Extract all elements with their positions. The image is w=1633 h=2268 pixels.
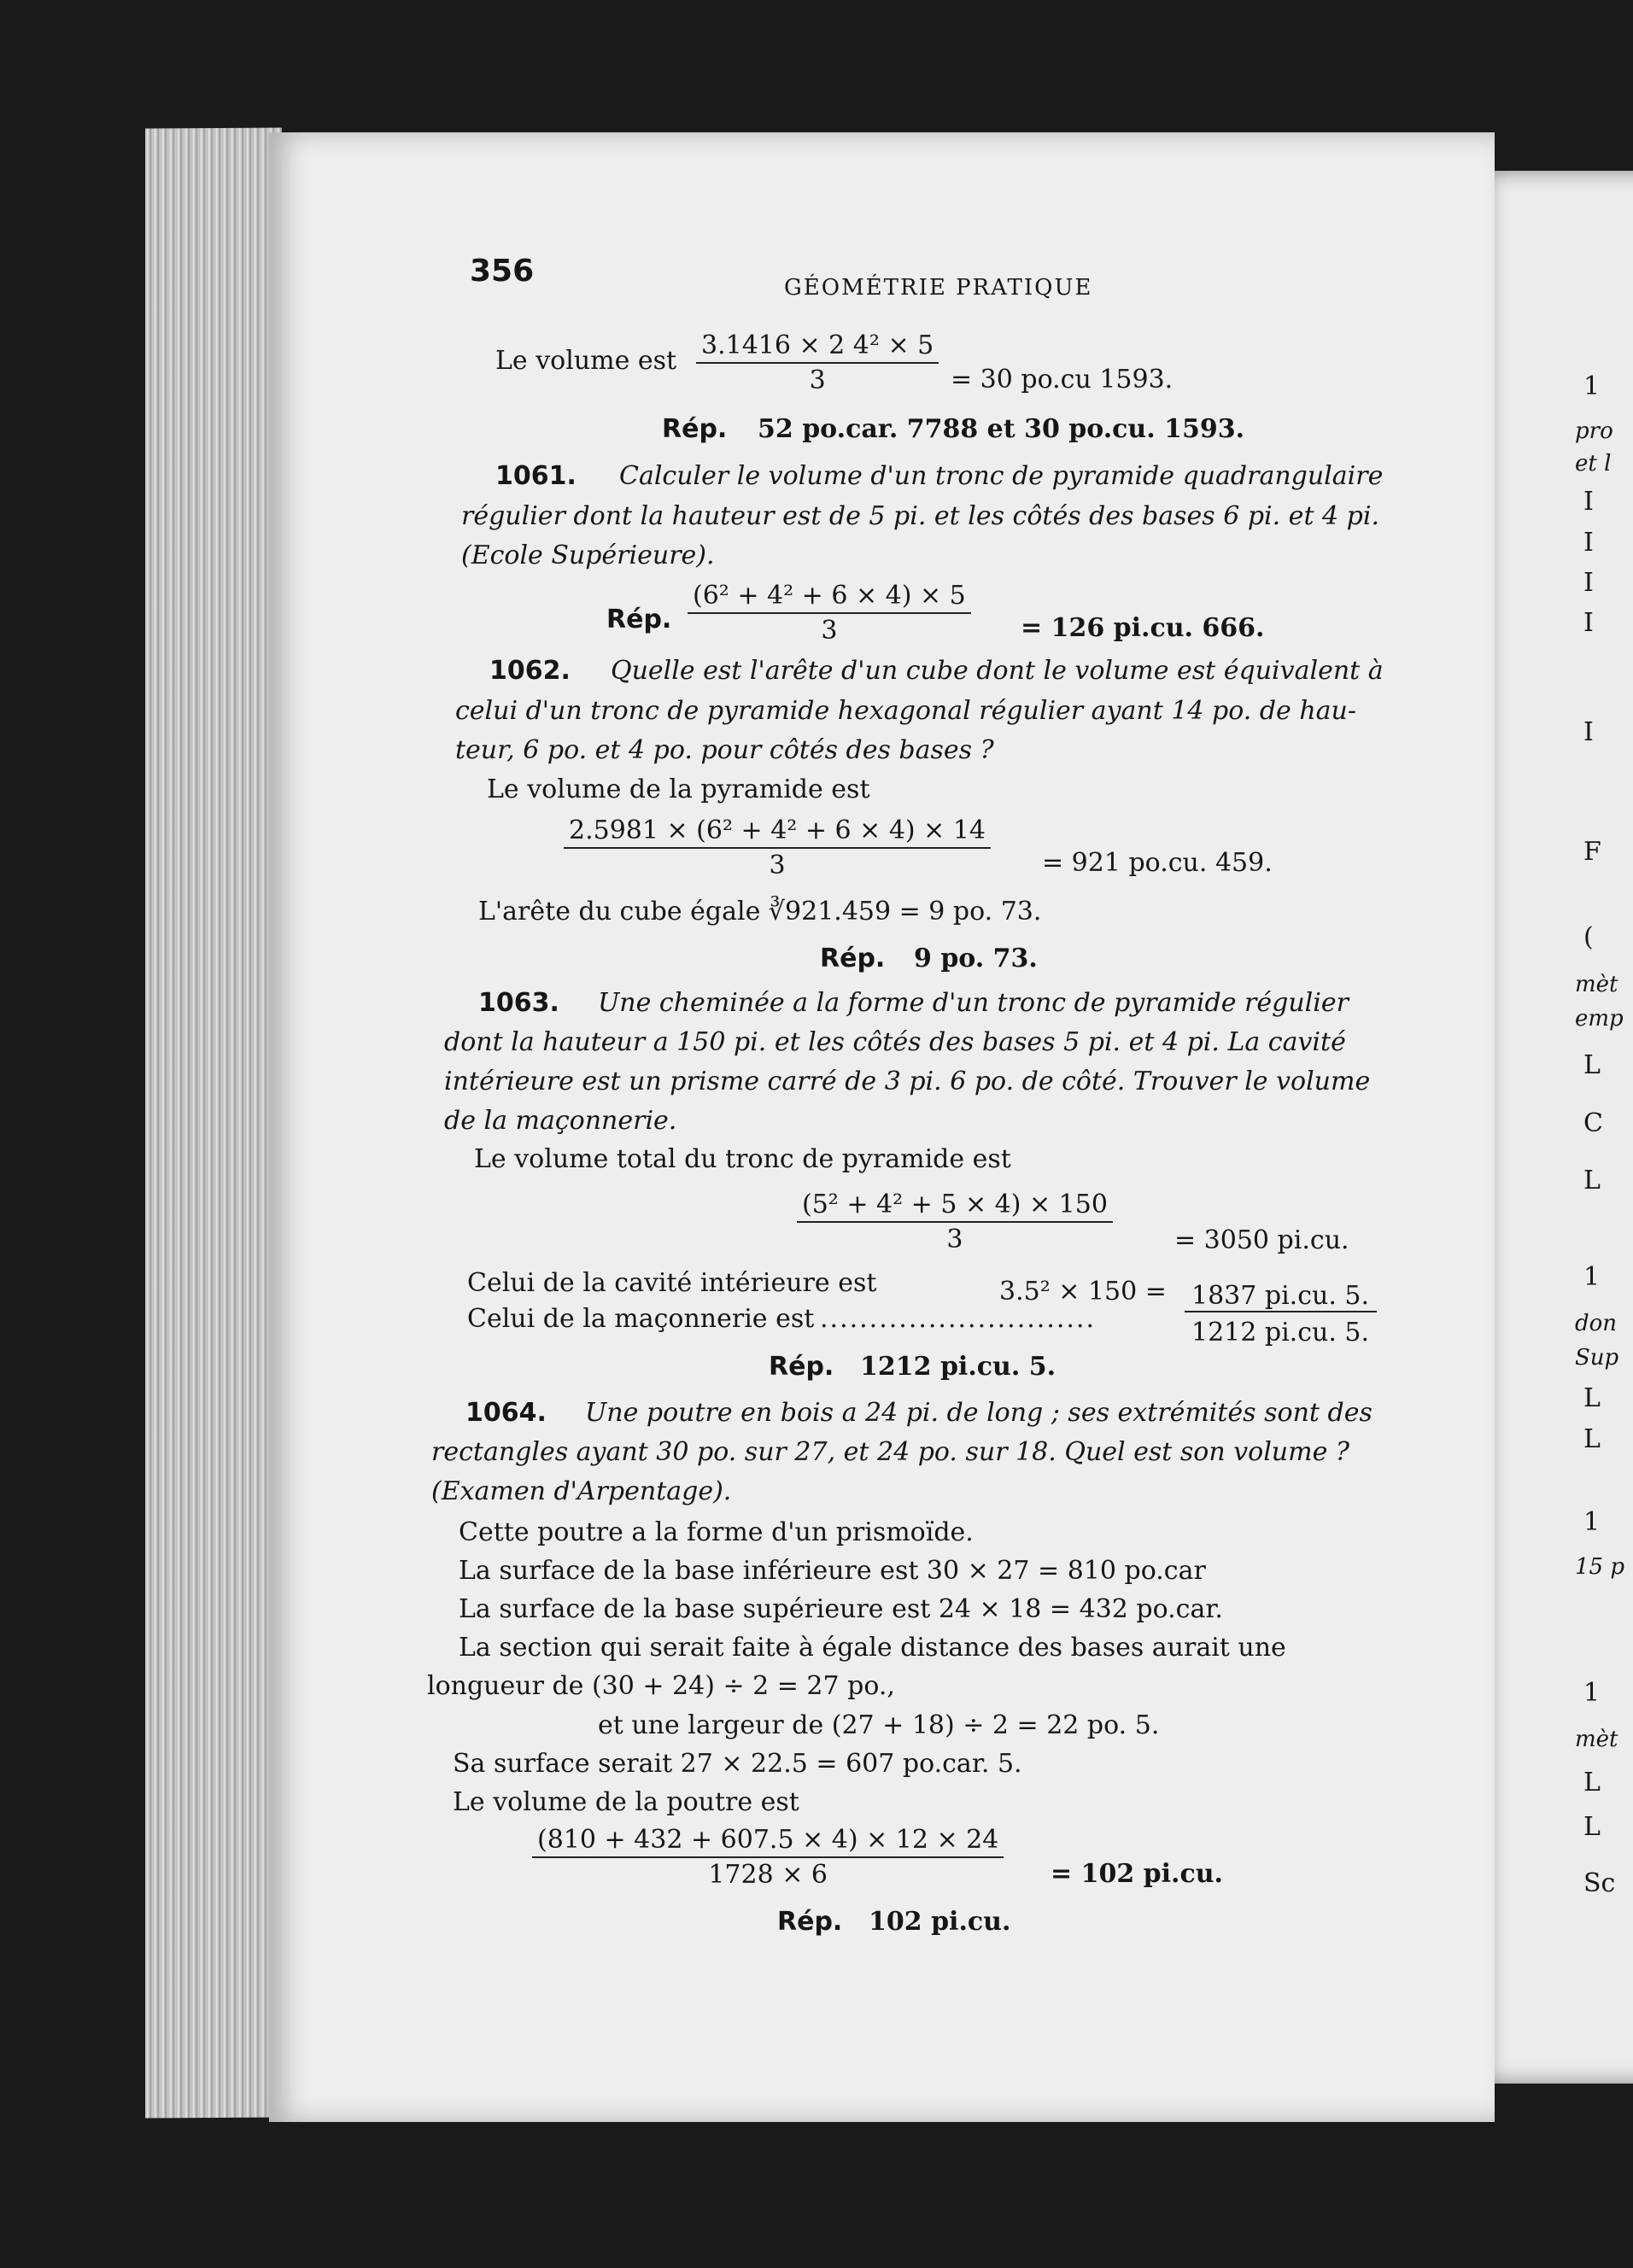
facing-text: L	[1583, 1383, 1601, 1413]
fraction-numerator: (5² + 4² + 5 × 4) × 150	[797, 1190, 1113, 1223]
solution-fraction	[797, 1190, 1113, 1254]
cavity-expression: 3.5² × 150 =	[999, 1277, 1167, 1306]
solution-result: = 3050 pi.cu.	[1174, 1225, 1349, 1255]
problem-text: Une cheminée a la forme d'un tronc de pyramide régulier	[598, 988, 1349, 1018]
answer-value: 1212 pi.cu. 5.	[860, 1352, 1056, 1382]
facing-text: pro	[1575, 418, 1613, 444]
solution-line: Cette poutre a la forme d'un prismoïde.	[459, 1517, 974, 1547]
facing-text: L	[1583, 1424, 1601, 1454]
facing-text: (	[1583, 922, 1594, 952]
answer-label: Rép.	[777, 1907, 843, 1937]
facing-text: L	[1583, 1050, 1601, 1080]
solution-fraction	[532, 1825, 1004, 1890]
facing-text: L	[1583, 1812, 1601, 1842]
fraction-numerator: (810 + 432 + 607.5 × 4) × 12 × 24	[532, 1825, 1004, 1858]
facing-text: I	[1583, 487, 1594, 517]
facing-text: 15 p	[1575, 1554, 1624, 1580]
prev-volume-lead: Le volume est	[495, 346, 677, 376]
solution-fraction	[564, 815, 991, 880]
problem-text: Quelle est l'arête d'un cube dont le volume est équivalent à	[611, 656, 1384, 686]
problem-text: de la maçonnerie.	[444, 1106, 677, 1136]
fraction-denominator: 3	[821, 616, 838, 646]
facing-text: I	[1583, 528, 1594, 558]
solution-line: Le volume total du tronc de pyramide est	[474, 1144, 1011, 1174]
solution-result: = 102 pi.cu.	[1051, 1859, 1223, 1889]
book-page	[269, 132, 1495, 2122]
facing-text: et l	[1575, 451, 1612, 476]
solution-line: La surface de la base supérieure est 24 × 18 = 432 po.car.	[459, 1594, 1223, 1624]
masonry-leader-dots: ............................	[820, 1304, 1097, 1334]
prev-volume-fraction	[696, 330, 939, 395]
masonry-label: Celui de la maçonnerie est	[467, 1304, 815, 1334]
fraction-denominator: 3	[809, 365, 826, 395]
facing-text: don	[1575, 1311, 1618, 1336]
problem-text: intérieure est un prisme carré de 3 pi. 6 po. de côté. Trouver le volume	[444, 1067, 1371, 1096]
problem-text: Calculer le volume d'un tronc de pyramide quadrangulaire	[619, 461, 1384, 491]
fraction-numerator: (6² + 4² + 6 × 4) × 5	[688, 581, 971, 614]
fraction-denominator: 3	[769, 850, 786, 880]
fraction-denominator: 3	[946, 1225, 963, 1254]
problem-text: celui d'un tronc de pyramide hexagonal régulier ayant 14 po. de hau-	[455, 696, 1356, 726]
problem-number: 1063.	[478, 988, 559, 1018]
problem-text: (Examen d'Arpentage).	[431, 1476, 732, 1506]
facing-text: 1	[1583, 371, 1601, 401]
masonry-value: 1212 pi.cu. 5.	[1191, 1318, 1370, 1347]
problem-number: 1061.	[495, 461, 577, 491]
fraction-numerator: 3.1416 × 2 4² × 5	[696, 330, 939, 364]
facing-text: mèt	[1575, 1727, 1618, 1752]
answer-label: Rép.	[606, 605, 672, 634]
problem-text: teur, 6 po. et 4 po. pour côtés des bases ?	[455, 735, 994, 765]
facing-text: C	[1583, 1108, 1603, 1138]
answer-label: Rép.	[769, 1352, 834, 1382]
answer-value: 9 po. 73.	[914, 944, 1038, 973]
problem-text: dont la hauteur a 150 pi. et les côtés des bases 5 pi. et 4 pi. La cavité	[444, 1027, 1346, 1057]
facing-text: Sc	[1583, 1868, 1616, 1898]
solution-line: et une largeur de (27 + 18) ÷ 2 = 22 po. 5.	[598, 1710, 1160, 1740]
facing-text: L	[1583, 1166, 1601, 1195]
answer-result: = 126 pi.cu. 666.	[1021, 613, 1265, 643]
solution-line: La section qui serait faite à égale distance des bases aurait une	[459, 1633, 1286, 1663]
facing-text: 1	[1583, 1507, 1601, 1537]
problem-text: (Ecole Supérieure).	[461, 541, 715, 570]
fraction-denominator: 1728 × 6	[708, 1860, 828, 1890]
fraction-numerator: 2.5981 × (6² + 4² + 6 × 4) × 14	[564, 815, 991, 849]
problem-text: Une poutre en bois a 24 pi. de long ; ses extrémités sont des	[585, 1398, 1373, 1428]
facing-text: Sup	[1575, 1345, 1619, 1371]
solution-line: longueur de (30 + 24) ÷ 2 = 27 po.,	[427, 1671, 895, 1701]
book-page-edges	[145, 127, 282, 2118]
solution-line: L'arête du cube égale ∛921.459 = 9 po. 73.	[478, 897, 1042, 926]
facing-text: I	[1583, 717, 1594, 747]
problem-number: 1064.	[465, 1398, 547, 1428]
prev-volume-result: = 30 po.cu 1593.	[951, 365, 1174, 395]
facing-text: 1	[1583, 1678, 1601, 1708]
prev-answer-label: Rép.	[662, 414, 728, 444]
solution-line: Le volume de la pyramide est	[487, 775, 870, 804]
facing-text: emp	[1575, 1006, 1624, 1032]
facing-text: L	[1583, 1768, 1601, 1797]
facing-text: I	[1583, 608, 1594, 638]
solution-result: = 921 po.cu. 459.	[1042, 848, 1273, 878]
facing-text: I	[1583, 568, 1594, 598]
facing-text: mèt	[1575, 972, 1618, 997]
answer-label: Rép.	[820, 944, 886, 973]
prev-answer-value: 52 po.car. 7788 et 30 po.cu. 1593.	[758, 414, 1245, 444]
problem-text: rectangles ayant 30 po. sur 27, et 24 po. sur 18. Quel est son volume ?	[431, 1437, 1349, 1467]
running-title: GÉOMÉTRIE PRATIQUE	[784, 275, 1093, 301]
answer-fraction	[688, 581, 971, 646]
solution-line: Le volume de la poutre est	[453, 1787, 799, 1817]
subtraction-rule	[1185, 1311, 1377, 1312]
solution-line: La surface de la base inférieure est 30 × 27 = 810 po.car	[459, 1556, 1206, 1586]
facing-text: F	[1583, 837, 1601, 867]
answer-value: 102 pi.cu.	[869, 1907, 1011, 1937]
problem-number: 1062.	[489, 656, 571, 686]
cavity-value: 1837 pi.cu. 5.	[1191, 1281, 1370, 1311]
facing-text: 1	[1583, 1262, 1601, 1292]
problem-text: régulier dont la hauteur est de 5 pi. et les côtés des bases 6 pi. et 4 pi.	[461, 501, 1379, 531]
cavity-label: Celui de la cavité intérieure est	[467, 1268, 877, 1298]
page-number: 356	[470, 254, 535, 289]
solution-line: Sa surface serait 27 × 22.5 = 607 po.car. 5.	[453, 1749, 1022, 1779]
